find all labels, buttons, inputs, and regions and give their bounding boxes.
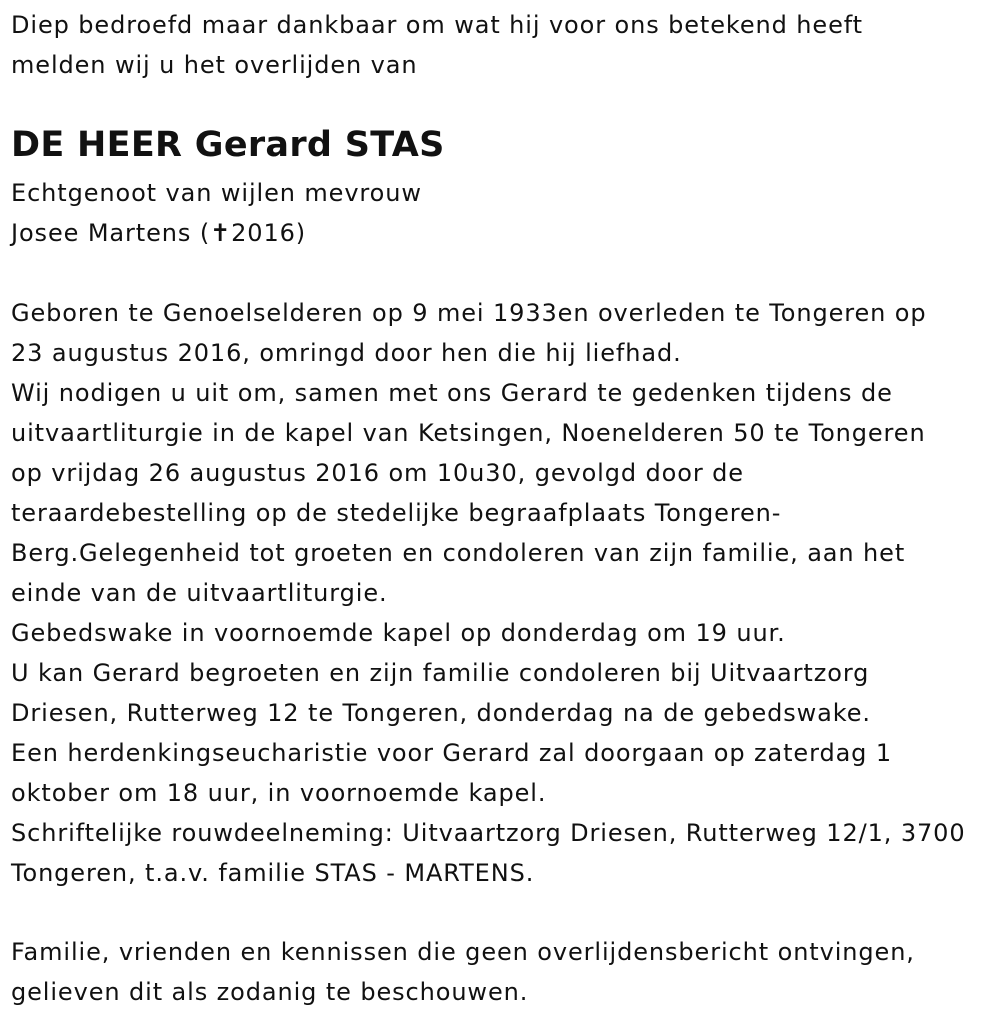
- text-line: einde van de uitvaartliturgie.: [11, 579, 388, 607]
- text-line: Josee Martens (✝2016): [11, 219, 307, 247]
- text-line: Tongeren, t.a.v. familie STAS - MARTENS.: [11, 859, 535, 887]
- intro-text: [11, 5, 863, 85]
- text-line: teraardebestelling op de stedelijke begraafplaats Tongeren-: [11, 499, 782, 527]
- text-line: Geboren te Genoelselderen op 9 mei 1933en overleden te Tongeren op: [11, 299, 927, 327]
- text-line: Een herdenkingseucharistie voor Gerard zal doorgaan op zaterdag 1: [11, 739, 893, 767]
- spouse-text: [11, 173, 422, 253]
- text-line: Familie, vrienden en kennissen die geen overlijdensbericht ontvingen,: [11, 938, 915, 966]
- text-line: melden wij u het overlijden van: [11, 51, 418, 79]
- text-line: gelieven dit als zodanig te beschouwen.: [11, 978, 529, 1006]
- body-text: [11, 293, 966, 893]
- text-line: Echtgenoot van wijlen mevrouw: [11, 179, 422, 207]
- text-line: Berg.Gelegenheid tot groeten en condoleren van zijn familie, aan het: [11, 539, 906, 567]
- deceased-name: [11, 123, 445, 167]
- text-line: Driesen, Rutterweg 12 te Tongeren, donderdag na de gebedswake.: [11, 699, 871, 727]
- text-line: Gebedswake in voornoemde kapel op donderdag om 19 uur.: [11, 619, 786, 647]
- closing-text: [11, 932, 915, 1012]
- text-line: Diep bedroefd maar dankbaar om wat hij voor ons betekend heeft: [11, 11, 863, 39]
- text-line: uitvaartliturgie in de kapel van Ketsingen, Noenelderen 50 te Tongeren: [11, 419, 926, 447]
- text-line: U kan Gerard begroeten en zijn familie condoleren bij Uitvaartzorg: [11, 659, 870, 687]
- text-line: 23 augustus 2016, omringd door hen die hij liefhad.: [11, 339, 682, 367]
- text-line: op vrijdag 26 augustus 2016 om 10u30, gevolgd door de: [11, 459, 744, 487]
- text-line: Wij nodigen u uit om, samen met ons Gerard te gedenken tijdens de: [11, 379, 893, 407]
- page-title: DE HEER Gerard STAS: [11, 125, 445, 165]
- text-line: oktober om 18 uur, in voornoemde kapel.: [11, 779, 547, 807]
- text-line: Schriftelijke rouwdeelneming: Uitvaartzorg Driesen, Rutterweg 12/1, 3700: [11, 819, 966, 847]
